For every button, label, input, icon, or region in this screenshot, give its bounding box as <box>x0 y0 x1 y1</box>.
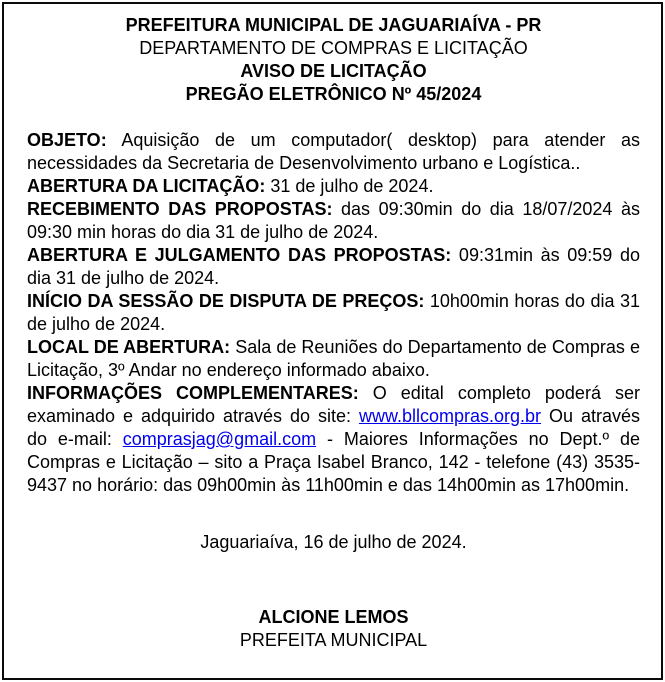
paragraph-inicio-sessao <box>27 290 640 336</box>
paragraph-informacoes-complementares <box>27 382 640 497</box>
auction-number: PREGÃO ELETRÔNICO Nº 45/2024 <box>185 84 482 104</box>
paragraph-julgamento-propostas <box>27 244 640 290</box>
paragraph-abertura-licitacao <box>27 175 640 198</box>
recebimento-propostas-text: das 09:30min do dia 18/07/2024 às 09:30 min horas do dia 31 de julho de 2024. <box>27 199 640 242</box>
signature-block <box>27 606 640 652</box>
inicio-sessao-label: INÍCIO DA SESSÃO DE DISPUTA DE PREÇOS: <box>27 291 425 311</box>
signatory-title: PREFEITA MUNICIPAL <box>239 630 428 650</box>
dateline: Jaguariaíva, 16 de julho de 2024. <box>200 532 467 552</box>
inicio-sessao-text: 10h00min horas do dia 31 de julho de 2024. <box>27 291 640 334</box>
objeto-label: OBJETO: <box>27 130 107 150</box>
department-name: DEPARTAMENTO DE COMPRAS E LICITAÇÃO <box>139 38 528 58</box>
notice-body <box>27 129 640 497</box>
email-link[interactable]: comprasjag@gmail.com <box>122 429 317 449</box>
document-header <box>27 14 640 106</box>
notice-title: AVISO DE LICITAÇÃO <box>240 61 427 81</box>
recebimento-propostas-label: RECEBIMENTO DAS PROPOSTAS: <box>27 199 333 219</box>
org-name: PREFEITURA MUNICIPAL DE JAGUARIAÍVA - PR <box>125 15 542 35</box>
julgamento-propostas-label: ABERTURA E JULGAMENTO DAS PROPOSTAS: <box>27 245 452 265</box>
paragraph-objeto <box>27 129 640 175</box>
informacoes-complementares-label: INFORMAÇÕES COMPLEMENTARES: <box>27 383 359 403</box>
signatory-name: ALCIONE LEMOS <box>258 607 409 627</box>
paragraph-local-abertura <box>27 336 640 382</box>
julgamento-propostas-text: 09:31min às 09:59 do dia 31 de julho de 2024. <box>27 245 640 288</box>
informacoes-text-2: Ou através do e-mail: <box>27 406 640 449</box>
informacoes-text-1: O edital completo poderá ser examinado e adquirido através do site: <box>27 383 640 426</box>
local-abertura-text: Sala de Reuniões do Departamento de Compras e Licitação, 3º Andar no endereço informado abaixo. <box>27 337 641 380</box>
paragraph-recebimento-propostas <box>27 198 640 244</box>
local-abertura-label: LOCAL DE ABERTURA: <box>27 337 231 357</box>
notice-document <box>2 2 663 680</box>
informacoes-text-3: - Maiores Informações no Dept.º de Compras e Licitação – sito a Praça Isabel Branco, 142 - telefone (43) 3535-9437 no horário: das 09h00min às 11h00min e das 14h00min as 17h00min. <box>27 429 640 495</box>
abertura-licitacao-text: 31 de julho de 2024. <box>265 176 434 196</box>
objeto-text: Aquisição de um computador( desktop) para atender as necessidades da Secretaria de Desenvolvimento urbano e Logística.. <box>27 130 640 173</box>
site-link[interactable]: www.bllcompras.org.br <box>358 406 542 426</box>
abertura-licitacao-label: ABERTURA DA LICITAÇÃO: <box>27 176 266 196</box>
